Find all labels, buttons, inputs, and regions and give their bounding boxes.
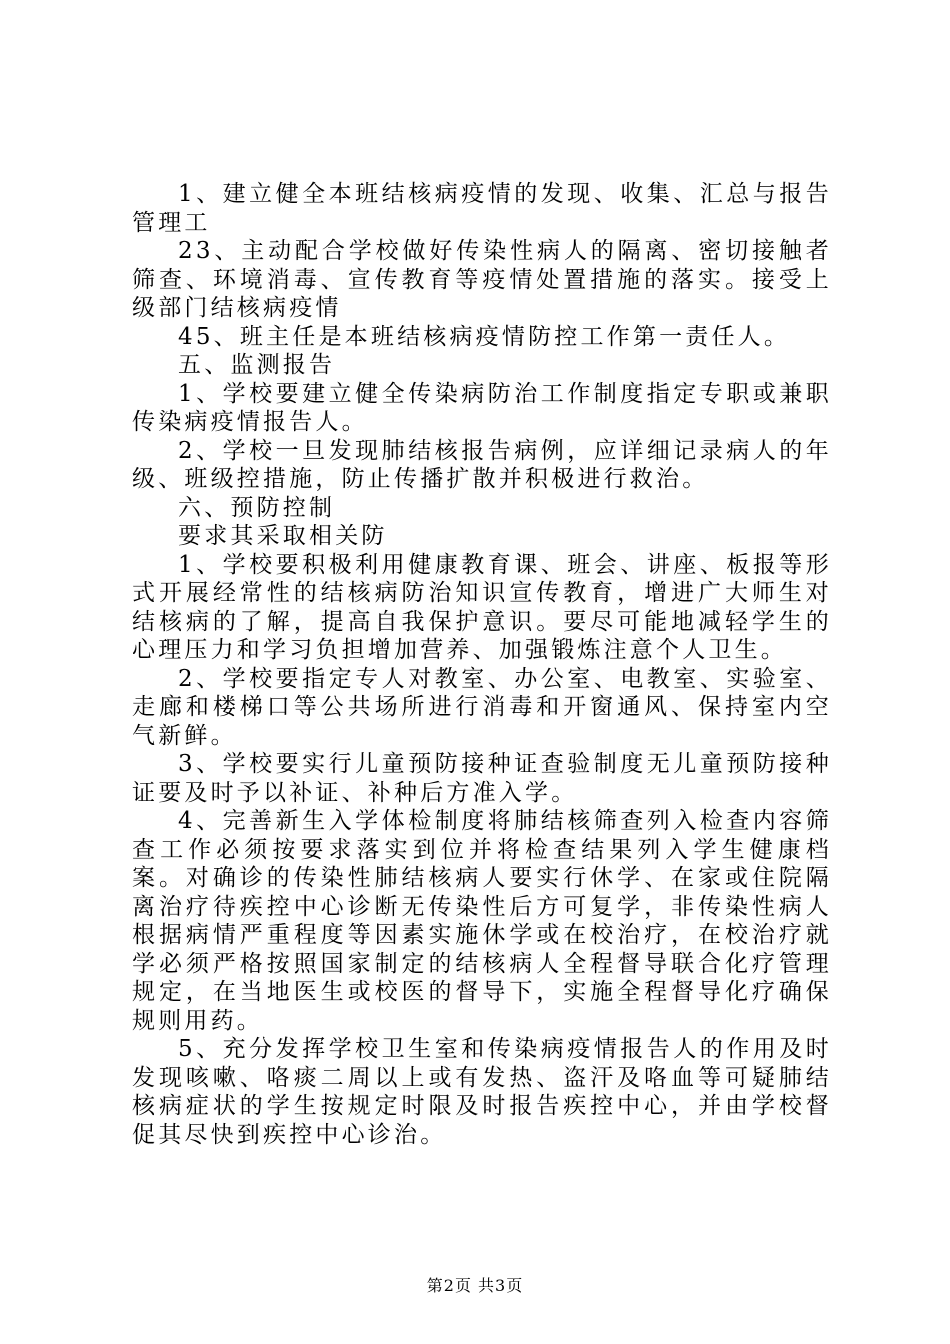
paragraph-2: 23、主动配合学校做好传染性病人的隔离、密切接触者筛查、环境消毒、宣传教育等疫情处置措施的落实。接受上级部门结核病疫情 [132,238,832,321]
document-body [132,180,832,1149]
paragraph-9: 3、学校要实行儿童预防接种证查验制度无儿童预防接种证要及时予以补证、补种后方准入学。 [132,751,832,806]
paragraph-6: 要求其采取相关防 [178,523,388,549]
paragraph-7: 1、学校要积极利用健康教育课、班会、讲座、板报等形式开展经常性的结核病防治知识宣传教育，增进广大师生对结核病的了解，提高自我保护意识。要尽可能地减轻学生的心理压力和学习负担增加营养、加强锻炼注意个人卫生。 [132,551,832,663]
paragraph-4: 1、学校要建立健全传染病防治工作制度指定专职或兼职传染病疫情报告人。 [132,380,832,435]
page-number-footer: 第2页 共3页 [426,1276,524,1295]
paragraph-1: 1、建立健全本班结核病疫情的发现、收集、汇总与报告管理工 [132,181,832,236]
section-heading-monitoring: 五、监测报告 [178,352,336,378]
section-heading-prevention: 六、预防控制 [178,494,336,521]
paragraph-8: 2、学校要指定专人对教室、办公室、电教室、实验室、走廊和楼梯口等公共场所进行消毒和开窗通风、保持室内空气新鲜。 [132,665,832,749]
paragraph-11: 5、充分发挥学校卫生室和传染病疫情报告人的作用及时发现咳嗽、咯痰二周以上或有发热、盗汗及咯血等可疑肺结核病症状的学生按规定时限及时报告疾控中心，并由学校督促其尽快到疾控中心诊治。 [132,1036,832,1148]
paragraph-10: 4、完善新生入学体检制度将肺结核筛查列入检查内容筛查工作必须按要求落实到位并将检查结果列入学生健康档案。对确诊的传染性肺结核病人要实行休学、在家或住院隔离治疗待疾控中心诊断无传染性后方可复学，非传染性病人根据病情严重程度等因素实施休学或在校治疗，在校治疗就学必须严格按照国家制定的结核病人全程督导联合化疗管理规定，在当地医生或校医的督导下，实施全程督导化疗确保规则用药。 [132,808,832,1034]
paragraph-5: 2、学校一旦发现肺结核报告病例，应详细记录病人的年级、班级控措施，防止传播扩散并积极进行救治。 [132,437,832,492]
paragraph-3: 45、班主任是本班结核病疫情防控工作第一责任人。 [178,323,791,350]
